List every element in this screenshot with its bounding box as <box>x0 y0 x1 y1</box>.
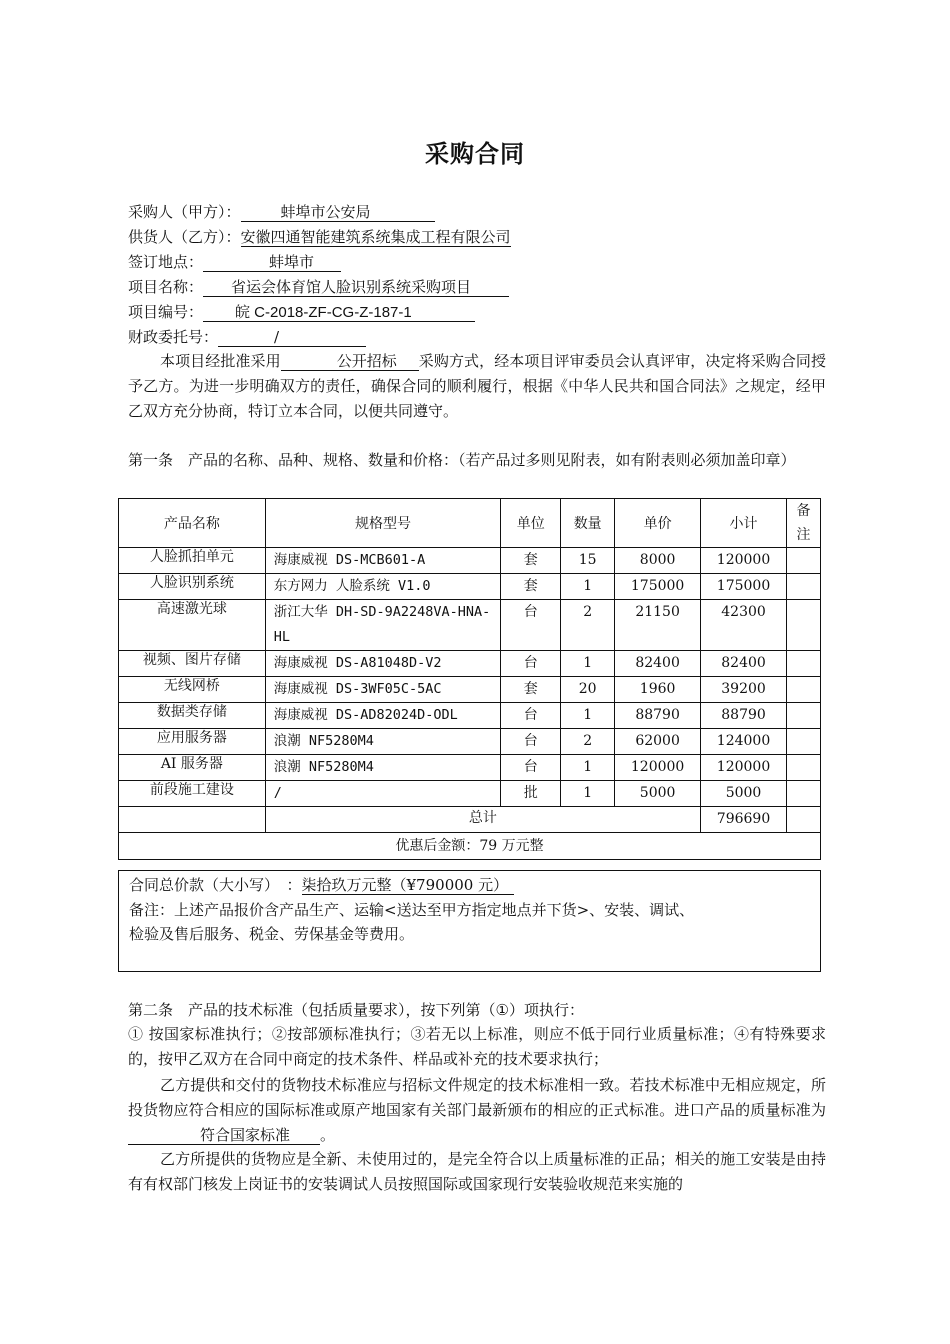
cell-unit: 台 <box>501 651 561 677</box>
cell-price: 62000 <box>615 729 701 755</box>
cell-qty: 1 <box>561 574 615 600</box>
table-row <box>119 781 821 807</box>
cell-name: 无线网桥 <box>119 677 266 703</box>
cell-spec: / <box>265 781 501 807</box>
cell-price: 8000 <box>615 548 701 574</box>
article-1-heading: 第一条 产品的名称、品种、规格、数量和价格：（若产品过多则见附表，如有附表则必须加盖印章） <box>128 451 796 469</box>
article-2-heading <box>128 1000 584 1020</box>
article-2-paragraph-2: 乙方所提供的货物应是全新、未使用过的，是完全符合以上质量标准的正品；相关的施工安装是由持有有权部门核发上岗证书的安装调试人员按照国际或国家现行安装验收规范来实施的 <box>128 1150 826 1193</box>
cell-spec: 东方网力 人脸系统 V1.0 <box>265 574 501 600</box>
cell-qty: 20 <box>561 677 615 703</box>
cell-spec: 浪潮 NF5280M4 <box>265 755 501 781</box>
cell-name: 前段施工建设 <box>119 781 266 807</box>
cell-price: 175000 <box>615 574 701 600</box>
cell-note <box>786 729 820 755</box>
table-row <box>119 703 821 729</box>
cell-qty: 1 <box>561 755 615 781</box>
contract-note-line-1: 备注：上述产品报价含产品生产、运输<送达至甲方指定地点并下货>、安装、调试、 <box>129 901 695 919</box>
project-name-value-field <box>203 279 509 297</box>
table-row <box>119 677 821 703</box>
cell-note <box>786 755 820 781</box>
article-2-paragraph-1 <box>128 1073 826 1148</box>
table-row <box>119 574 821 600</box>
cell-note <box>786 781 820 807</box>
project-name-value: 省运会体育馆人脸识别系统采购项目 <box>231 278 472 296</box>
finance-line <box>128 327 366 347</box>
supplier-value: 安徽四通智能建筑系统集成工程有限公司 <box>240 228 511 246</box>
project-no-value: 皖 C-2018-ZF-CG-Z-187-1 <box>235 304 412 321</box>
cell-spec: 浪潮 NF5280M4 <box>265 729 501 755</box>
cell-spec: 海康威视 DS-3WF05C-5AC <box>265 677 501 703</box>
cell-price: 1960 <box>615 677 701 703</box>
article-2-choice: ① <box>495 1001 509 1019</box>
cell-note <box>786 703 820 729</box>
contract-note-line-2: 检验及售后服务、税金、劳保基金等费用。 <box>129 925 415 943</box>
total-row <box>119 807 821 833</box>
header-subtotal: 小计 <box>701 499 787 548</box>
article-2-paragraph-1-text: 乙方提供和交付的货物技术标准应与招标文件规定的技术标准相一致。若技术标准中无相应规定，所投货物应符合相应的国际标准或原产地国家有关部门最新颁布的相应的正式标准。进口产品的质量标准为 <box>128 1076 826 1119</box>
project-no-value-field <box>203 304 475 322</box>
buyer-value: 蚌埠市公安局 <box>280 203 371 221</box>
cell-subtotal: 42300 <box>701 600 787 651</box>
project-no-line <box>128 302 475 322</box>
cell-spec: 海康威视 DS-AD82024D-ODL <box>265 703 501 729</box>
project-name-label: 项目名称： <box>128 278 204 296</box>
cell-note <box>786 600 820 651</box>
total-label: 总计 <box>265 807 700 833</box>
header-spec: 规格型号 <box>265 499 501 548</box>
cell-unit: 台 <box>501 755 561 781</box>
project-name-line <box>128 277 509 297</box>
finance-value-field <box>218 329 366 347</box>
cell-qty: 1 <box>561 781 615 807</box>
table-row <box>119 729 821 755</box>
buyer-label: 采购人（甲方）： <box>128 203 241 221</box>
cell-note <box>786 548 820 574</box>
cell-spec: 海康威视 DS-A81048D-V2 <box>265 651 501 677</box>
product-table <box>118 498 821 860</box>
cell-subtotal: 120000 <box>701 755 787 781</box>
cell-unit: 套 <box>501 677 561 703</box>
place-value-field <box>203 254 341 272</box>
total-blank-cell <box>119 807 266 833</box>
article-2-heading-prefix: 第二条 产品的技术标准（包括质量要求），按下列第（ <box>128 1001 496 1019</box>
cell-subtotal: 88790 <box>701 703 787 729</box>
contract-total-label: 合同总价款（大小写） ： <box>129 876 302 894</box>
cell-note <box>786 651 820 677</box>
project-no-label: 项目编号： <box>128 303 204 321</box>
contract-total-value: 柒拾玖万元整（¥790000 元） <box>302 877 515 895</box>
total-value: 796690 <box>701 807 787 833</box>
cell-spec: 海康威视 DS-MCB601-A <box>265 548 501 574</box>
cell-qty: 2 <box>561 729 615 755</box>
table-row <box>119 651 821 677</box>
intro-suffix: 采购方式，经本项目评审委员会认真评审，决定将采购合同授予乙方。为进一步明确双方的责任，确保合同的顺利履行，根据《中华人民共和国合同法》之规定，经甲乙双方充分协商，特订立本合同，以便共同遵守。 <box>128 352 826 420</box>
discount-row <box>119 833 821 860</box>
article-2-options: ① 按国家标准执行；②按部颁标准执行；③若无以上标准，则应不低于同行业质量标准；④有特殊要求的，按甲乙双方在合同中商定的技术条件、样品或补充的技术要求执行； <box>128 1025 826 1068</box>
cell-subtotal: 175000 <box>701 574 787 600</box>
cell-price: 82400 <box>615 651 701 677</box>
place-label: 签订地点： <box>128 253 204 271</box>
cell-unit: 台 <box>501 600 561 651</box>
finance-label: 财政委托号： <box>128 328 219 346</box>
cell-unit: 套 <box>501 574 561 600</box>
cell-name: 人脸抓拍单元 <box>119 548 266 574</box>
article-2-paragraph-1-end: 。 <box>320 1126 336 1144</box>
total-note-cell <box>786 807 820 833</box>
cell-price: 21150 <box>615 600 701 651</box>
cell-name: 高速激光球 <box>119 600 266 651</box>
cell-name: AI 服务器 <box>119 755 266 781</box>
supplier-label: 供货人（乙方）： <box>128 228 241 246</box>
finance-value: / <box>274 328 280 346</box>
cell-unit: 批 <box>501 781 561 807</box>
cell-qty: 15 <box>561 548 615 574</box>
cell-unit: 台 <box>501 729 561 755</box>
cell-price: 120000 <box>615 755 701 781</box>
cell-qty: 1 <box>561 703 615 729</box>
cell-note <box>786 677 820 703</box>
procurement-method: 公开招标 <box>281 353 419 371</box>
cell-subtotal: 82400 <box>701 651 787 677</box>
article-2-heading-suffix: ）项执行： <box>508 1001 584 1019</box>
cell-subtotal: 39200 <box>701 677 787 703</box>
cell-price: 88790 <box>615 703 701 729</box>
cell-name: 视频、图片存储 <box>119 651 266 677</box>
document-title: 采购合同 <box>425 139 525 168</box>
table-row <box>119 755 821 781</box>
header-unit: 单位 <box>501 499 561 548</box>
intro-paragraph <box>128 349 826 424</box>
cell-unit: 台 <box>501 703 561 729</box>
header-price: 单价 <box>615 499 701 548</box>
cell-subtotal: 5000 <box>701 781 787 807</box>
cell-unit: 套 <box>501 548 561 574</box>
cell-name: 数据类存储 <box>119 703 266 729</box>
cell-subtotal: 120000 <box>701 548 787 574</box>
buyer-line <box>128 202 435 222</box>
discount-amount: 优惠后金额：79 万元整 <box>119 833 821 860</box>
supplier-line <box>128 227 511 247</box>
table-header-row <box>119 499 821 548</box>
table-row <box>119 548 821 574</box>
header-note: 备注 <box>786 499 820 548</box>
cell-name: 人脸识别系统 <box>119 574 266 600</box>
place-line <box>128 252 341 272</box>
cell-note <box>786 574 820 600</box>
header-name: 产品名称 <box>119 499 266 548</box>
cell-price: 5000 <box>615 781 701 807</box>
cell-qty: 2 <box>561 600 615 651</box>
intro-prefix: 本项目经批准采用 <box>160 352 281 370</box>
buyer-value-field <box>241 204 435 222</box>
header-qty: 数量 <box>561 499 615 548</box>
contract-total-box <box>118 870 821 972</box>
cell-spec: 浙江大华 DH-SD-9A2248VA-HNA-HL <box>265 600 501 651</box>
contract-total-line <box>129 874 514 896</box>
import-quality-standard: 符合国家标准 <box>128 1127 320 1145</box>
cell-name: 应用服务器 <box>119 729 266 755</box>
place-value: 蚌埠市 <box>269 253 315 271</box>
cell-subtotal: 124000 <box>701 729 787 755</box>
table-row <box>119 600 821 651</box>
cell-qty: 1 <box>561 651 615 677</box>
